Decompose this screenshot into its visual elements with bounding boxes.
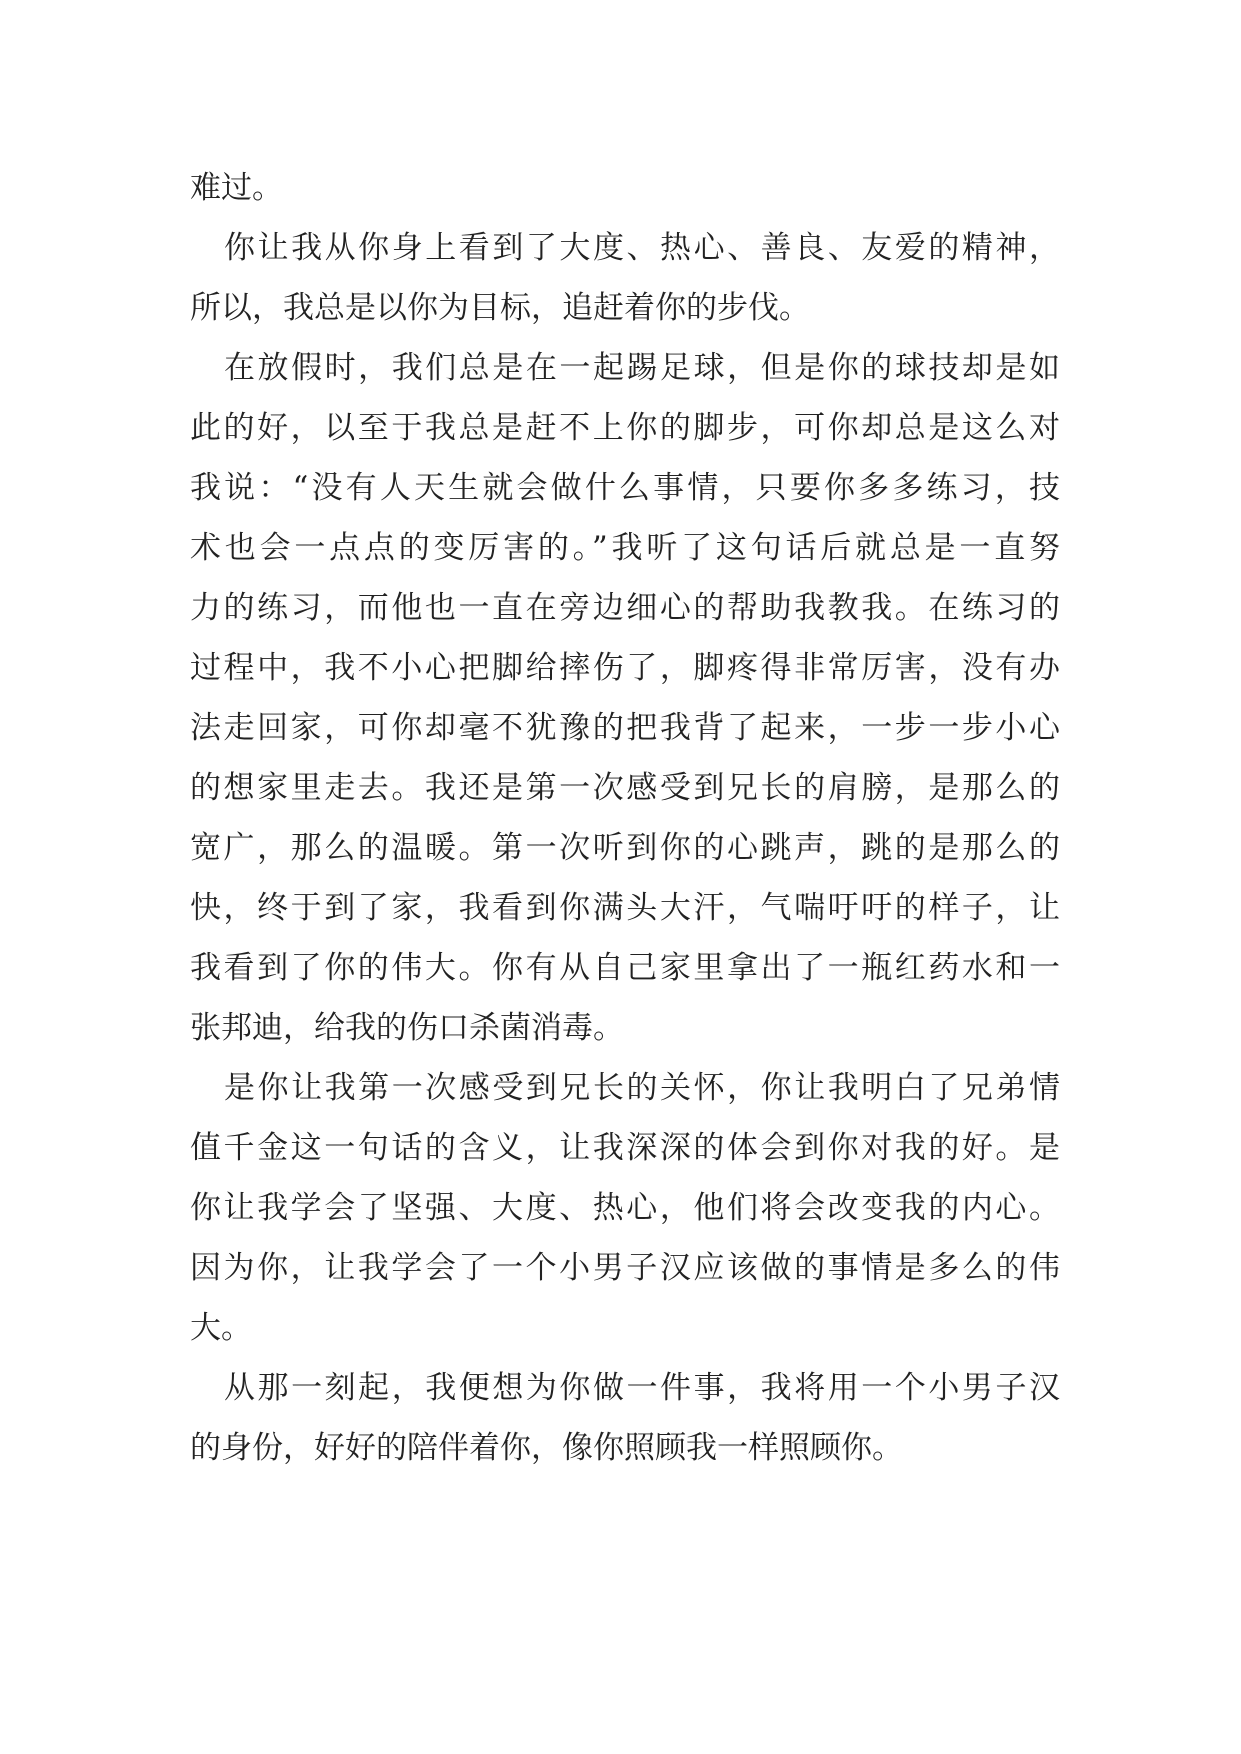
text-line: 我说：“没有人天生就会做什么事情，只要你多多练习，技: [190, 470, 1060, 506]
document-page: [190, 158, 1060, 1478]
text-line: 的身份，好好的陪伴着你，像你照顾我一样照顾你。: [190, 1430, 903, 1466]
text-line: 力的练习，而他也一直在旁边细心的帮助我教我。在练习的: [190, 590, 1060, 626]
text-line: 快，终于到了家，我看到你满头大汗，气喘吁吁的样子，让: [190, 890, 1060, 926]
text-line: 在放假时，我们总是在一起踢足球，但是你的球技却是如: [224, 350, 1060, 386]
text-line: 我看到了你的伟大。你有从自己家里拿出了一瓶红药水和一: [190, 950, 1060, 986]
paragraph: [190, 158, 1060, 218]
text-line: 难过。: [190, 170, 283, 206]
text-line: 此的好，以至于我总是赶不上你的脚步，可你却总是这么对: [190, 410, 1060, 446]
text-line: 从那一刻起，我便想为你做一件事，我将用一个小男子汉: [224, 1370, 1060, 1406]
text-line: 因为你，让我学会了一个小男子汉应该做的事情是多么的伟: [190, 1250, 1060, 1286]
text-line: 张邦迪，给我的伤口杀菌消毒。: [190, 1010, 624, 1046]
text-line: 你让我学会了坚强、大度、热心，他们将会改变我的内心。: [190, 1190, 1060, 1226]
text-line: 你让我从你身上看到了大度、热心、善良、友爱的精神，: [224, 230, 1060, 266]
paragraph: [190, 1058, 1060, 1358]
text-line: 术也会一点点的变厉害的。”我听了这句话后就总是一直努: [190, 530, 1060, 566]
text-line: 是你让我第一次感受到兄长的关怀，你让我明白了兄弟情: [224, 1070, 1060, 1106]
text-line: 的想家里走去。我还是第一次感受到兄长的肩膀，是那么的: [190, 770, 1060, 806]
paragraph: [190, 338, 1060, 1058]
text-line: 宽广，那么的温暖。第一次听到你的心跳声，跳的是那么的: [190, 830, 1060, 866]
text-line: 过程中，我不小心把脚给摔伤了，脚疼得非常厉害，没有办: [190, 650, 1060, 686]
text-line: 法走回家，可你却毫不犹豫的把我背了起来，一步一步小心: [190, 710, 1060, 746]
text-line: 所以，我总是以你为目标，追赶着你的步伐。: [190, 290, 810, 326]
paragraph: [190, 1358, 1060, 1478]
text-line: 大。: [190, 1310, 252, 1346]
text-line: 值千金这一句话的含义，让我深深的体会到你对我的好。是: [190, 1130, 1060, 1166]
paragraph: [190, 218, 1060, 338]
